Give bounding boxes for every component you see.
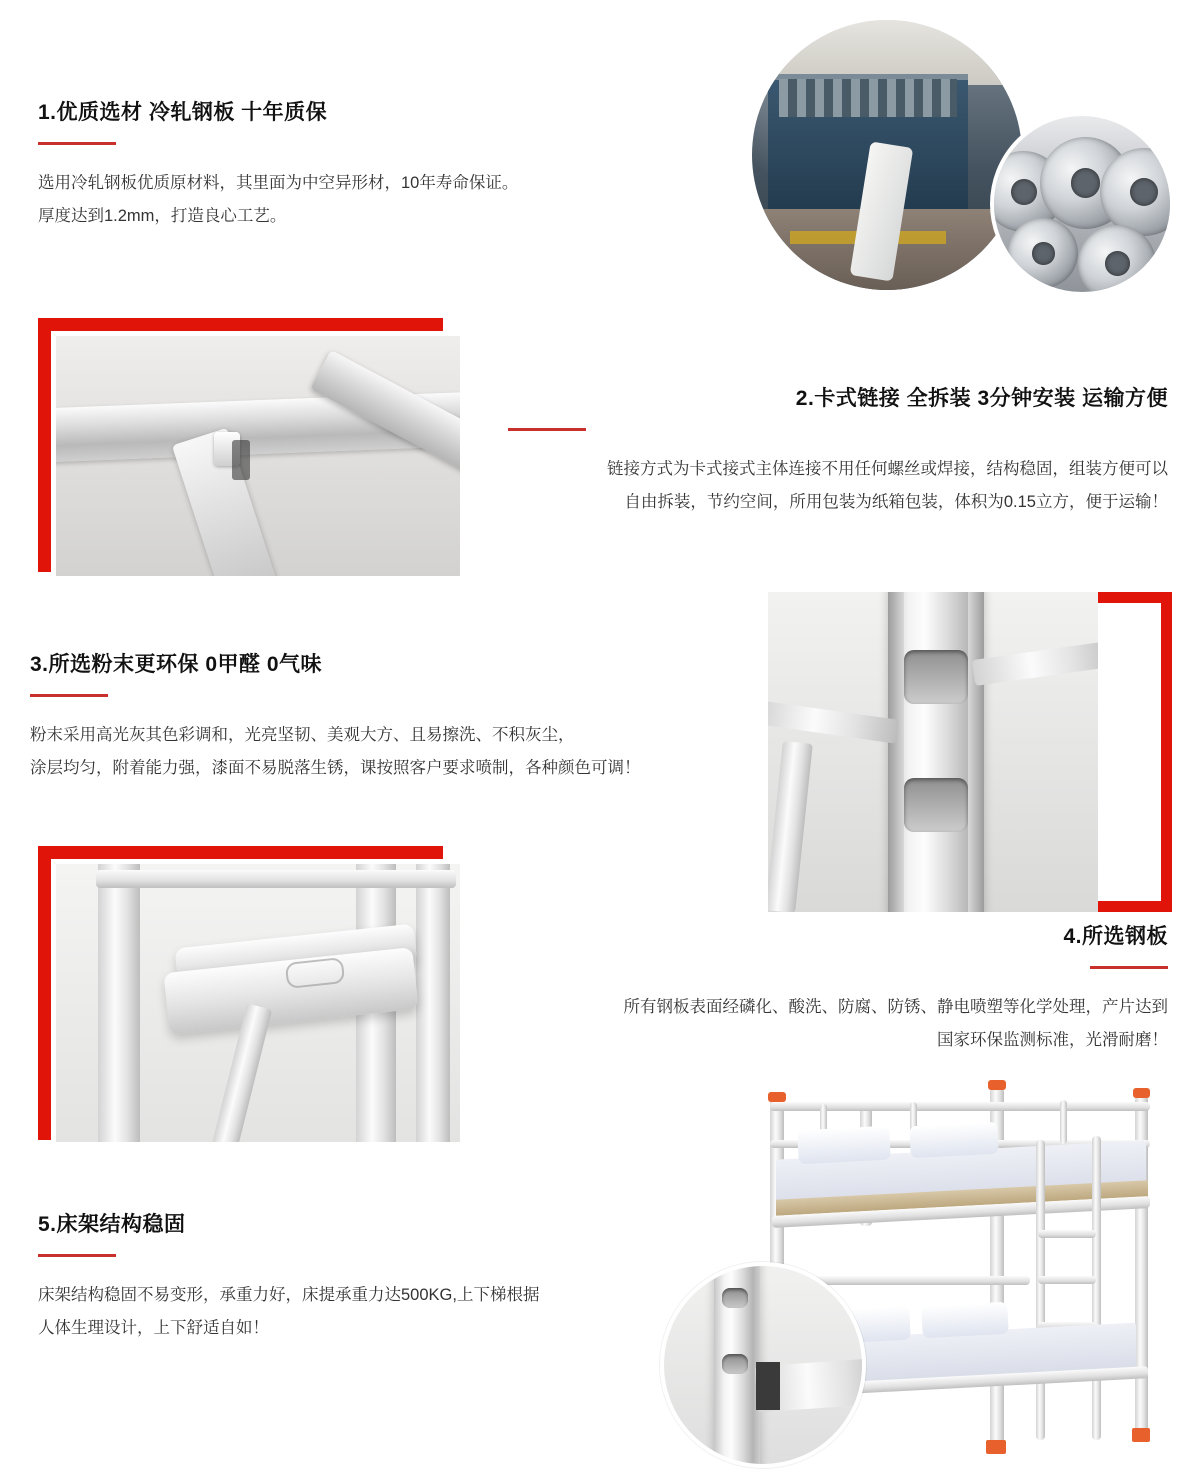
photo-2-red-accent-left xyxy=(38,318,51,572)
section-2-body xyxy=(508,453,1168,519)
section-5-line-1: 床架结构稳固不易变形，承重力好，床提承重力达500KG,上下梯根据 xyxy=(38,1286,540,1304)
ladder-post-right-inner xyxy=(416,864,450,1142)
bed-ladder-rung xyxy=(1038,1230,1096,1238)
section-2-photo-joint xyxy=(56,336,460,576)
section-4-line-2: 国家环保监测标准，光滑耐磨！ xyxy=(937,1031,1168,1049)
section-2-divider xyxy=(508,428,586,431)
post-side-rail-lower xyxy=(768,741,813,912)
ladder-top-rail xyxy=(96,870,456,888)
bed-cap-rear-right xyxy=(1133,1088,1150,1098)
photo-4-red-accent-top xyxy=(38,846,443,859)
section-3 xyxy=(30,648,770,785)
section-1-photo-factory xyxy=(752,20,1022,290)
photo-2-red-accent-top xyxy=(38,318,443,331)
detail-post-slot-upper xyxy=(722,1288,748,1308)
section-3-body xyxy=(30,719,770,785)
section-2 xyxy=(508,382,1168,519)
section-5-divider xyxy=(38,1254,116,1257)
section-2-line-2: 自由拆装，节约空间，所用包装为纸箱包装，体积为0.15立方，便于运输！ xyxy=(624,493,1168,511)
section-1-title: 1.优质选材 冷轧钢板 十年质保 xyxy=(38,101,328,124)
section-4-photo-step xyxy=(56,864,460,1142)
photo-4-red-accent-left xyxy=(38,846,51,1140)
section-1-body xyxy=(38,167,658,233)
detail-post-slot-lower xyxy=(722,1354,748,1374)
section-4-title: 4.所选钢板 xyxy=(1063,925,1168,948)
section-3-photo-post xyxy=(768,592,1098,912)
bed-cap-left xyxy=(768,1092,786,1102)
section-4-line-1: 所有钢板表面经磷化、酸洗、防腐、防锈、静电喷塑等化学处理，产片达到 xyxy=(623,998,1168,1016)
section-3-title: 3.所选粉末更环保 0甲醛 0气味 xyxy=(30,653,323,676)
section-5-photo-joint-detail xyxy=(660,1262,866,1468)
section-5-line-2: 人体生理设计，上下舒适自如！ xyxy=(38,1319,269,1337)
section-4-divider xyxy=(1090,966,1168,969)
section-4-body xyxy=(508,991,1168,1057)
bed-ladder-rung xyxy=(1038,1276,1096,1284)
bed-foot-rear-right xyxy=(1132,1428,1150,1442)
bed-cap-right xyxy=(988,1080,1006,1090)
bed-top-guard-rail xyxy=(770,1102,1150,1111)
joint-shadow xyxy=(232,440,250,480)
bed-ladder-rail-left xyxy=(1036,1140,1045,1440)
section-3-line-1: 粉末采用高光灰其色彩调和，光亮坚韧、美观大方、且易擦洗、不积灰尘， xyxy=(30,726,575,744)
bed-top-pillow xyxy=(797,1126,891,1165)
section-5 xyxy=(38,1208,658,1345)
section-4 xyxy=(508,920,1168,1057)
post-cross-rail xyxy=(972,640,1098,686)
section-1-photo-coils xyxy=(990,112,1174,296)
bed-foot-right xyxy=(986,1440,1006,1454)
section-1-divider xyxy=(38,142,116,145)
section-2-line-1: 链接方式为卡式接式主体连接不用任何螺丝或焊接，结构稳固，组装方便可以 xyxy=(607,460,1168,478)
post-channel-left xyxy=(888,592,904,912)
factory-rollers xyxy=(779,79,957,117)
bed-guard-upright xyxy=(1060,1100,1067,1144)
section-2-title: 2.卡式链接 全拆装 3分钟安装 运输方便 xyxy=(795,387,1168,410)
section-1 xyxy=(38,96,658,233)
bed-bottom-pillow-second xyxy=(921,1302,1009,1338)
section-5-title: 5.床架结构稳固 xyxy=(38,1213,186,1236)
steel-coil xyxy=(1008,218,1078,288)
section-1-line-1: 选用冷轧钢板优质原材料，其里面为中空异形材，10年寿命保证。 xyxy=(38,174,519,192)
post-slot-upper xyxy=(904,650,968,704)
bed-ladder-rail-right xyxy=(1092,1136,1101,1440)
bed-top-pillow-second xyxy=(909,1122,999,1159)
ladder-post-left xyxy=(98,864,140,1142)
section-5-body xyxy=(38,1279,658,1345)
post-channel-right xyxy=(968,592,984,912)
post-side-rail xyxy=(768,700,899,743)
detail-dark-gap xyxy=(756,1362,780,1410)
section-1-line-2: 厚度达到1.2mm，打造良心工艺。 xyxy=(38,207,287,225)
section-3-line-2: 涂层均匀，附着能力强，漆面不易脱落生锈，课按照客户要求喷制，各种颜色可调！ xyxy=(30,759,641,777)
post-slot-lower xyxy=(904,778,968,832)
section-3-divider xyxy=(30,694,108,697)
steel-coil xyxy=(1078,225,1155,296)
